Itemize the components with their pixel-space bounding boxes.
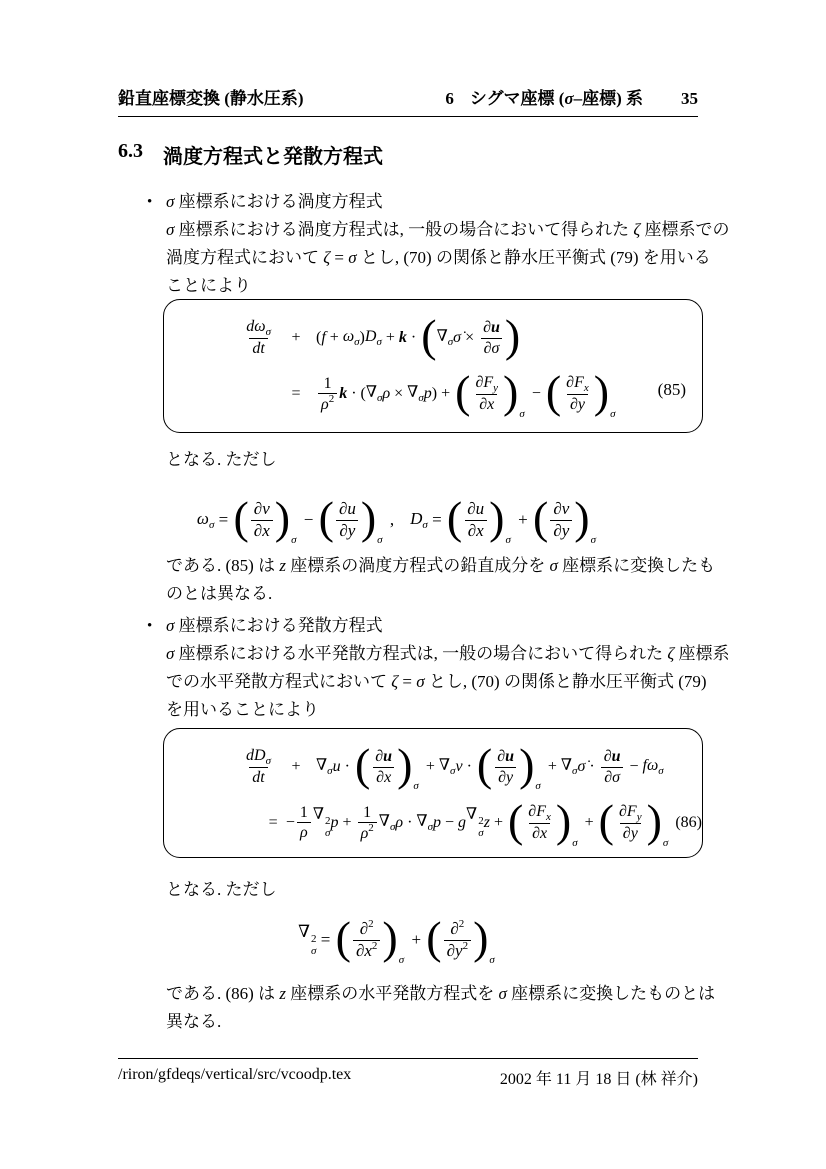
divergence-remark — [166, 980, 716, 1036]
bullet-divergence — [118, 612, 383, 640]
footer-source-path: /riron/gfdeqs/vertical/src/vcoodp.tex — [118, 1066, 352, 1083]
running-header — [118, 84, 698, 117]
definition-equation-vorticity: $\omega_\sigma$ = ( $\frac{\partial v}{\partial x}$ ) σ − ( $\frac{\partial u}{\partial y}$ ) σ , $D_\sigma$ = ( $\frac{\partial u}{\partial x}$ ) σ + ( $\frac{\partial v}{\partial y}$ ) σ — [196, 492, 597, 546]
equation-rhs: − $\frac{1}{\rho}$ ∇ 2 σ p + $\frac{1}{\rho^2}$ $\nabla_\sigma$ ρ · $\nabla_\sigma$ p − g ∇ 2 σ z + ( $\frac{\partial F_x}{\partial x}$ ) σ + ( $\frac{\partial F_y}{\partial y}$ ) σ (86) — [285, 795, 702, 849]
note-line: となる. ただし — [166, 450, 277, 469]
paragraph-line: のとは異なる. — [166, 584, 273, 603]
page-footer — [118, 1066, 698, 1089]
paragraph-line: σ 座標系における水平発散方程式は, 一般の場合において得られた ζ 座標系 — [166, 644, 730, 663]
bullet-divergence-label: σ 座標系における発散方程式 — [166, 616, 383, 635]
bullet-icon: • — [147, 194, 153, 210]
equation-lhs: $\frac{dD_\sigma}{dt}$ — [246, 747, 271, 787]
header-section-title: シグマ座標 (σ–座標) 系 — [469, 89, 643, 108]
paragraph-line: ことにより — [166, 276, 251, 295]
paragraph-line: である. (86) は z 座標系の水平発散方程式を σ 座標系に変換したものとは — [166, 984, 716, 1003]
paragraph-line: での水平発散方程式において ζ = σ とし, (70) の関係と静水圧平衡式 (79) — [166, 672, 707, 691]
definition-equation-divergence: ∇ 2 σ = ( $\frac{\partial^2}{\partial x^2}$ ) σ + ( $\frac{\partial^2}{\partial y^2}$ ) σ — [298, 912, 495, 966]
running-head-right — [445, 89, 698, 109]
header-section-number: 6 — [445, 89, 454, 108]
section-heading — [118, 140, 383, 169]
equation-row — [234, 741, 702, 793]
section-number: 6.3 — [118, 140, 143, 162]
equation-row — [234, 368, 702, 420]
page-content — [118, 0, 730, 1169]
page-number: 35 — [681, 89, 698, 108]
equation-rhs: ( f + $\omega_\sigma$ ) $D_\sigma$ + k · ( $\nabla_\sigma$ σ̇ × $\frac{\partial u}{\partial\sigma}$ ) — [316, 310, 521, 362]
footer-date-author: 2002 年 11 月 18 日 (林 祥介) — [499, 1071, 698, 1088]
equation-number-85: (85) — [657, 380, 686, 399]
equation-box-86 — [163, 728, 703, 858]
divergence-paragraph — [166, 640, 730, 724]
paragraph-line: を用いることにより — [166, 700, 319, 719]
equation-rhs: $\frac{1}{\rho^2}$ k · ( $\nabla_\sigma$ ρ × $\nabla_\sigma$ p ) + ( $\frac{\partial F_y}{\partial x}$ ) σ − ( $\frac{\partial F_x}{\partial y}$ ) σ — [316, 373, 619, 414]
footer-rule — [118, 1058, 698, 1059]
equation-box-85 — [163, 299, 703, 433]
bullet-vorticity-label: σ 座標系における渦度方程式 — [166, 192, 383, 211]
equation-lhs: $\frac{d\omega_\sigma}{dt}$ — [246, 318, 271, 358]
paragraph-line: 異なる. — [166, 1012, 222, 1031]
bullet-icon: • — [147, 618, 153, 634]
equation-operator: + — [291, 329, 301, 346]
vorticity-remark — [166, 552, 716, 608]
vorticity-paragraph — [166, 216, 730, 300]
section-title: 渦度方程式と発散方程式 — [163, 146, 383, 168]
equation-operator: + — [291, 758, 301, 775]
paragraph-line: 渦度方程式において ζ = σ とし, (70) の関係と静水圧平衡式 (79) を用いる — [166, 248, 711, 267]
equation-operator: = — [268, 814, 278, 831]
equation-rhs: $\nabla_\sigma$ u · ( $\frac{\partial u}{\partial x}$ ) σ + $\nabla_\sigma$ v · ( $\frac{\partial u}{\partial y}$ ) σ + $\nabla_\sigma$ σ̇ · $\frac{\partial u}{\partial\sigma}$ − $f\omega_\sigma$ — [316, 739, 664, 792]
note-line: となる. ただし — [166, 880, 277, 899]
bullet-vorticity — [118, 188, 383, 216]
equation-row — [234, 312, 702, 364]
paragraph-line: σ 座標系における渦度方程式は, 一般の場合において得られた ζ 座標系での — [166, 220, 730, 239]
running-head-left: 鉛直座標変換 (静水圧系) — [118, 89, 304, 108]
paragraph-line: である. (85) は z 座標系の渦度方程式の鉛直成分を σ 座標系に変換したも — [166, 556, 716, 575]
equation-row — [234, 797, 702, 849]
equation-operator: = — [291, 385, 301, 402]
